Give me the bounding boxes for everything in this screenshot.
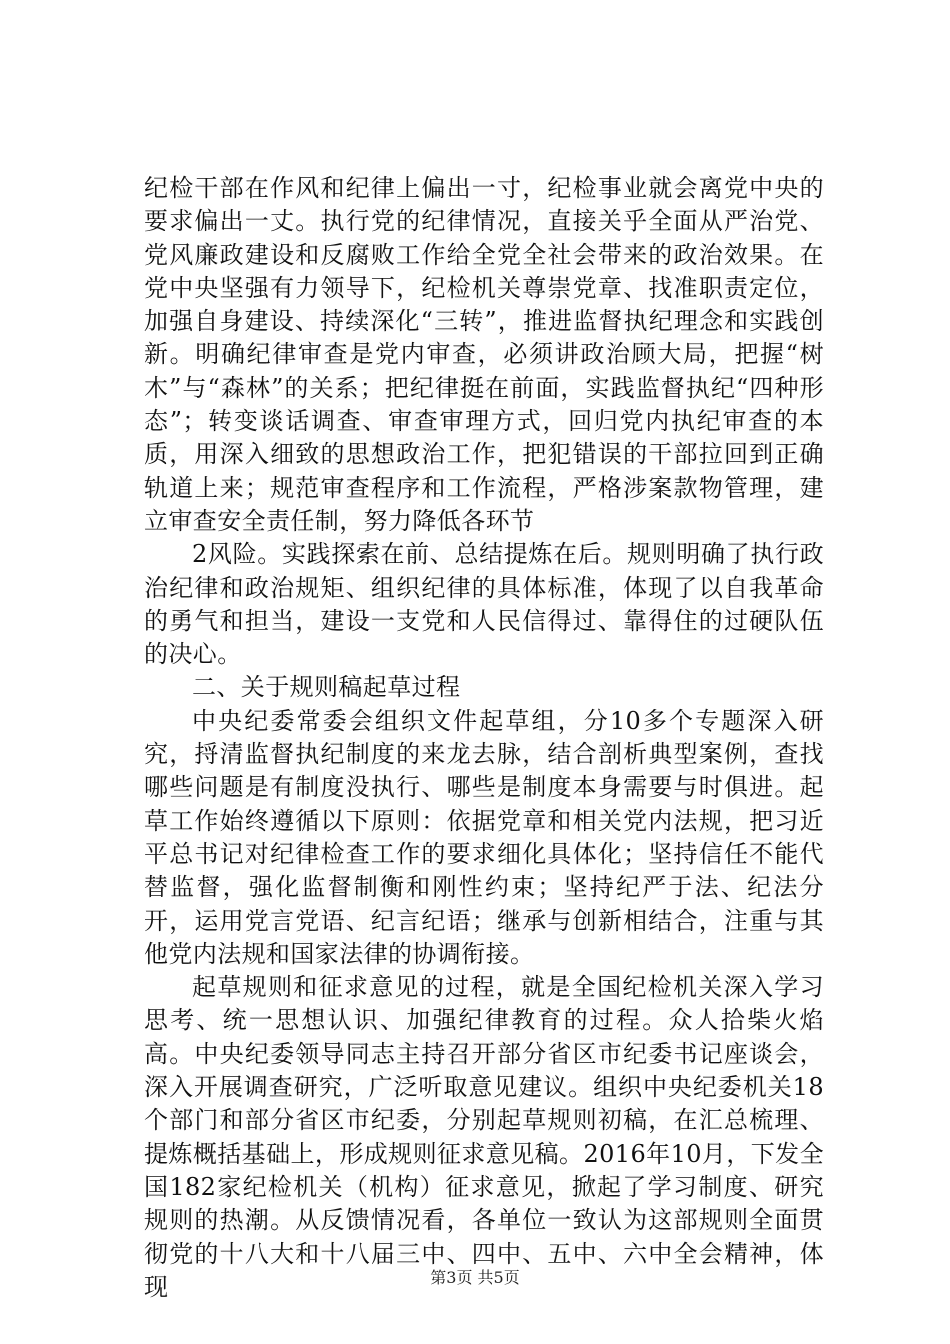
document-body xyxy=(144,172,824,1304)
paragraph-2: 2风险。实践探索在前、总结提炼在后。规则明确了执行政治纪律和政治规矩、组织纪律的具体标准，体现了以自我革命的勇气和担当，建设一支党和人民信得过、靠得住的过硬队伍的决心。 xyxy=(144,540,824,669)
paragraph-1: 纪检干部在作风和纪律上偏出一寸，纪检事业就会离党中央的要求偏出一丈。执行党的纪律情况，直接关乎全面从严治党、党风廉政建设和反腐败工作给全党全社会带来的政治效果。在党中央坚强有力领导下，纪检机关尊崇党章、找准职责定位，加强自身建设、持续深化“三转”，推进监督执纪理念和实践创新。明确纪律审查是党内审查，必须讲政治顾大局，把握“树木”与“森林”的关系；把纪律挺在前面，实践监督执纪“四种形态”；转变谈话调查、审查审理方式，回归党内执纪审查的本质，用深入细致的思想政治工作，把犯错误的干部拉回到正确轨道上来；规范审查程序和工作流程，严格涉案款物管理，建立审查安全责任制，努力降低各环节 xyxy=(144,174,824,535)
page-number: 第3页 共5页 xyxy=(430,1268,520,1287)
paragraph-4: 起草规则和征求意见的过程，就是全国纪检机关深入学习思考、统一思想认识、加强纪律教育的过程。众人拾柴火焰高。中央纪委领导同志主持召开部分省区市纪委书记座谈会，深入开展调查研究，广泛听取意见建议。组织中央纪委机关18个部门和部分省区市纪委，分别起草规则初稿，在汇总梳理、提炼概括基础上，形成规则征求意见稿。2016年10月，下发全国182家纪检机关（机构）征求意见，掀起了学习制度、研究规则的热潮。从反馈情况看，各单位一致认为这部规则全面贯彻党的十八大和十八届三中、四中、五中、六中全会精神，体现 xyxy=(144,973,824,1301)
section-heading: 二、关于规则稿起草过程 xyxy=(192,673,461,702)
paragraph-3: 中央纪委常委会组织文件起草组，分10多个专题深入研究，捋清监督执纪制度的来龙去脉，结合剖析典型案例，查找哪些问题是有制度没执行、哪些是制度本身需要与时俱进。起草工作始终遵循以下原则：依据党章和相关党内法规，把习近平总书记对纪律检查工作的要求细化具体化；坚持信任不能代替监督，强化监督制衡和刚性约束；坚持纪严于法、纪法分开，运用党言党语、纪言纪语；继承与创新相结合，注重与其他党内法规和国家法律的协调衔接。 xyxy=(144,706,824,968)
